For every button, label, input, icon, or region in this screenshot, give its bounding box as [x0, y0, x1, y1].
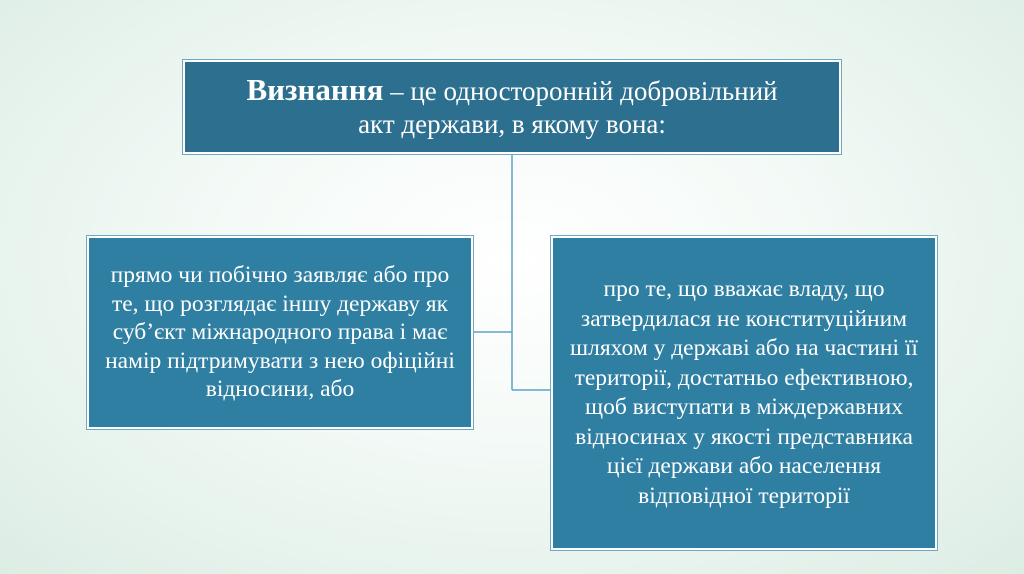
- right-node: [551, 236, 937, 550]
- right-node-text: про те, що вважає владу, що затвердилася не конституційним шляхом у державі або на частині її території, достатньо ефективною, щоб виступати в міждержавних відносинах у якості представника цієї держави або населення відповідної території: [570, 276, 918, 509]
- left-node-text: прямо чи побічно заявляє або про те, що розглядає іншу державу як суб’єкт міжнародного права і має намір підтримувати з нею офіційні відносини, або: [105, 262, 455, 403]
- root-node: [183, 60, 841, 154]
- root-definition-part1: – це односторонній добровільний: [383, 76, 778, 106]
- root-node-line1: [246, 73, 777, 108]
- left-node: [87, 236, 473, 429]
- root-definition-part2: акт держави, в якому вона:: [358, 109, 666, 139]
- root-term: Визнання: [246, 72, 384, 107]
